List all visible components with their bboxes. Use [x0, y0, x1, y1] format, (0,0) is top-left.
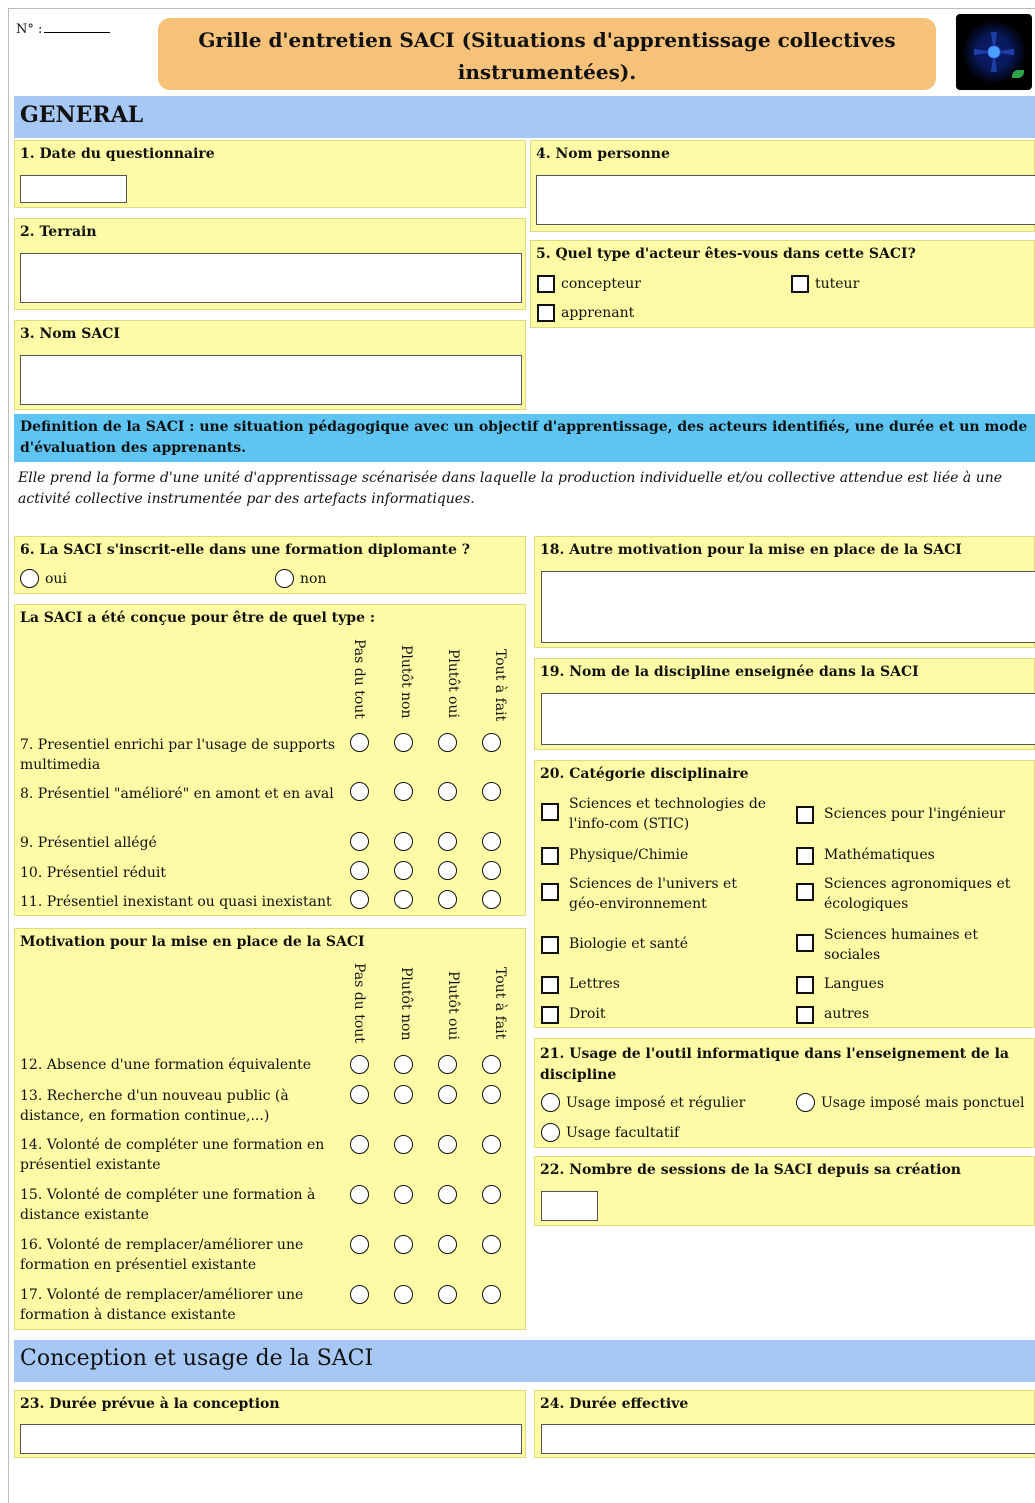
radio[interactable] [350, 832, 369, 851]
radio[interactable] [482, 861, 501, 880]
autre-motivation-input[interactable] [541, 571, 1035, 643]
checkbox[interactable] [537, 275, 555, 293]
type-row-11: 11. Présentiel inexistant ou quasi inexistant [20, 894, 332, 910]
checkbox[interactable] [541, 847, 559, 865]
motivation-row-15-radios [350, 1185, 501, 1204]
motivation-row-17: 17. Volonté de remplacer/améliorer une formation à distance existante [20, 1287, 304, 1323]
radio[interactable] [438, 1085, 457, 1104]
radio[interactable] [482, 733, 501, 752]
radio[interactable] [482, 782, 501, 801]
radio[interactable] [482, 1235, 501, 1254]
q5-option-apprenant[interactable]: apprenant [537, 304, 634, 322]
q21-option-ponctuel[interactable]: Usage imposé mais ponctuel [796, 1093, 1024, 1112]
discipline-input[interactable] [541, 693, 1035, 745]
radio[interactable] [482, 890, 501, 909]
radio[interactable] [438, 1185, 457, 1204]
number-label: N° : [16, 22, 43, 37]
radio[interactable] [394, 861, 413, 880]
q5-option-concepteur[interactable]: concepteur [537, 275, 641, 293]
radio[interactable] [482, 832, 501, 851]
terrain-input[interactable] [20, 253, 522, 303]
type-block-title: La SACI a été conçue pour être de quel type : [20, 610, 376, 626]
checkbox[interactable] [796, 806, 814, 824]
sessions-input[interactable] [541, 1191, 598, 1221]
radio[interactable] [394, 1135, 413, 1154]
q5-option-tuteur[interactable]: tuteur [791, 275, 859, 293]
q5-label: 5. Quel type d'acteur êtes-vous dans cette SACI? [536, 246, 916, 262]
radio[interactable] [438, 1135, 457, 1154]
checkbox[interactable] [541, 976, 559, 994]
q21-option-regulier[interactable]: Usage imposé et régulier [541, 1093, 745, 1112]
scale-header-2: Plutôt non [398, 645, 414, 719]
radio[interactable] [350, 733, 369, 752]
radio[interactable] [350, 861, 369, 880]
motivation-row-14: 14. Volonté de compléter une formation en présentiel existante [20, 1137, 325, 1173]
radio[interactable] [394, 1055, 413, 1074]
radio[interactable] [350, 1055, 369, 1074]
radio[interactable] [350, 1185, 369, 1204]
duree-prevue-input[interactable] [20, 1424, 522, 1454]
scale-header-4: Tout à fait [492, 649, 508, 722]
scale-header-1: Pas du tout [351, 639, 367, 719]
type-row-9-radios [350, 832, 501, 851]
radio[interactable] [275, 569, 294, 588]
q1-box [14, 140, 526, 208]
radio[interactable] [438, 1285, 457, 1304]
q2-label: 2. Terrain [20, 224, 97, 240]
type-row-7: 7. Presentiel enrichi par l'usage de supports multimedia [20, 737, 336, 773]
radio[interactable] [438, 733, 457, 752]
radio[interactable] [482, 1135, 501, 1154]
radio[interactable] [394, 1285, 413, 1304]
q19-box [534, 658, 1035, 750]
radio[interactable] [438, 861, 457, 880]
radio[interactable] [394, 782, 413, 801]
radio[interactable] [482, 1085, 501, 1104]
q20-box: 20. Catégorie disciplinaire Sciences et technologies de l'info-com (STIC) Sciences pour l'ingénieur Physique/Chimie Mathématiques Sciences de l'univers et géo-environnement Sciences agronomiques et écologiques Biologie et santé Sciences humaines et sociales Lettres Langues Droit autres [534, 760, 1035, 1028]
type-row-10-radios [350, 861, 501, 880]
motivation-block-title: Motivation pour la mise en place de la SACI [20, 934, 365, 950]
q5-box [530, 240, 1035, 328]
q3-box [14, 320, 526, 410]
radio[interactable] [541, 1123, 560, 1142]
motivation-row-13: 13. Recherche d'un nouveau public (à distance, en formation continue,...) [20, 1088, 289, 1124]
radio[interactable] [438, 832, 457, 851]
number-field[interactable] [16, 22, 110, 37]
type-row-8-radios [350, 782, 501, 801]
radio[interactable] [350, 1135, 369, 1154]
page-title: Grille d'entretien SACI (Situations d'apprentissage collectives instrumentées). [158, 18, 936, 90]
q3-label: 3. Nom SACI [20, 326, 120, 342]
type-row-11-radios [350, 890, 501, 909]
motivation-row-17-radios [350, 1285, 501, 1304]
radio[interactable] [20, 569, 39, 588]
checkbox[interactable] [791, 275, 809, 293]
checkbox[interactable] [541, 803, 559, 821]
checkbox[interactable] [541, 936, 559, 954]
radio[interactable] [796, 1093, 815, 1112]
q24-box [534, 1390, 1035, 1458]
checkbox[interactable] [796, 976, 814, 994]
checkbox[interactable] [796, 847, 814, 865]
definition-band: Definition de la SACI : une situation pédagogique avec un objectif d'apprentissage, des acteurs identifiés, une durée et un mode d'évaluation des apprenants. [14, 414, 1035, 462]
radio[interactable] [350, 1085, 369, 1104]
q23-box [14, 1390, 526, 1458]
radio[interactable] [394, 1185, 413, 1204]
q22-label: 22. Nombre de sessions de la SACI depuis sa création [540, 1162, 961, 1178]
radio[interactable] [350, 1285, 369, 1304]
radio[interactable] [394, 733, 413, 752]
q1-label: 1. Date du questionnaire [20, 146, 215, 162]
checkbox[interactable] [541, 883, 559, 901]
section-general-title: GENERAL [14, 96, 1035, 138]
radio[interactable] [394, 890, 413, 909]
q4-box [530, 140, 1035, 232]
radio[interactable] [394, 1085, 413, 1104]
nom-saci-input[interactable] [20, 355, 522, 405]
type-row-7-radios [350, 733, 501, 752]
q21-option-facultatif[interactable]: Usage facultatif [541, 1123, 679, 1142]
q18-box [534, 536, 1035, 648]
checkbox[interactable] [796, 934, 814, 952]
radio[interactable] [394, 1235, 413, 1254]
q6-box [14, 536, 526, 594]
q21-box [534, 1038, 1035, 1148]
scale-header-3: Plutôt oui [445, 971, 461, 1040]
duree-effective-input[interactable] [541, 1424, 1035, 1454]
radio[interactable] [482, 1285, 501, 1304]
motivation-row-12-radios [350, 1055, 501, 1074]
radio[interactable] [350, 1235, 369, 1254]
date-input[interactable] [20, 175, 127, 203]
number-line[interactable] [44, 23, 110, 33]
type-row-8: 8. Présentiel "amélioré" en amont et en aval [20, 786, 334, 802]
radio[interactable] [482, 1055, 501, 1074]
q21-label: 21. Usage de l'outil informatique dans l'enseignement de la discipline [540, 1046, 1009, 1083]
q6-label: 6. La SACI s'inscrit-elle dans une formation diplomante ? [20, 542, 470, 558]
motivation-row-16-radios [350, 1235, 501, 1254]
checkbox[interactable] [541, 1006, 559, 1024]
radio[interactable] [350, 782, 369, 801]
motivation-row-16: 16. Volonté de remplacer/améliorer une formation en présentiel existante [20, 1237, 304, 1273]
q22-box [534, 1156, 1035, 1226]
q24-label: 24. Durée effective [540, 1396, 689, 1412]
radio[interactable] [541, 1093, 560, 1112]
q4-label: 4. Nom personne [536, 146, 670, 162]
radio[interactable] [482, 1185, 501, 1204]
checkbox[interactable] [796, 883, 814, 901]
q18-label: 18. Autre motivation pour la mise en place de la SACI [540, 542, 962, 558]
radio[interactable] [438, 1235, 457, 1254]
q6-option-oui[interactable]: oui [20, 569, 67, 588]
type-row-9: 9. Présentiel allégé [20, 835, 157, 851]
definition-italic: Elle prend la forme d'une unité d'apprentissage scénarisée dans laquelle la production individuelle et/ou collective attendue est liée à une activité collective instrumentée par des artefacts informatiques. [18, 470, 1003, 507]
saci-logo-icon [956, 14, 1032, 90]
radio[interactable] [350, 890, 369, 909]
q20-label: 20. Catégorie disciplinaire [540, 766, 749, 782]
type-row-10: 10. Présentiel réduit [20, 865, 166, 881]
checkbox[interactable] [537, 304, 555, 322]
q23-label: 23. Durée prévue à la conception [20, 1396, 280, 1412]
nom-personne-input[interactable] [536, 175, 1035, 225]
scale-header-3: Plutôt oui [445, 649, 461, 718]
motivation-row-13-radios [350, 1085, 501, 1104]
radio[interactable] [438, 782, 457, 801]
section-conception-title: Conception et usage de la SACI [14, 1340, 1035, 1382]
type-block [14, 604, 526, 916]
q2-box [14, 218, 526, 310]
checkbox[interactable] [796, 1006, 814, 1024]
radio[interactable] [438, 1055, 457, 1074]
scale-header-1: Pas du tout [351, 963, 367, 1043]
motivation-row-12: 12. Absence d'une formation équivalente [20, 1057, 312, 1073]
radio[interactable] [438, 890, 457, 909]
motivation-block [14, 928, 526, 1330]
scale-header-2: Plutôt non [398, 967, 414, 1041]
q19-label: 19. Nom de la discipline enseignée dans la SACI [540, 664, 919, 680]
scale-header-4: Tout à fait [492, 967, 508, 1040]
radio[interactable] [394, 832, 413, 851]
q6-option-non[interactable]: non [275, 569, 326, 588]
motivation-row-15: 15. Volonté de compléter une formation à distance existante [20, 1187, 316, 1223]
motivation-row-14-radios [350, 1135, 501, 1154]
